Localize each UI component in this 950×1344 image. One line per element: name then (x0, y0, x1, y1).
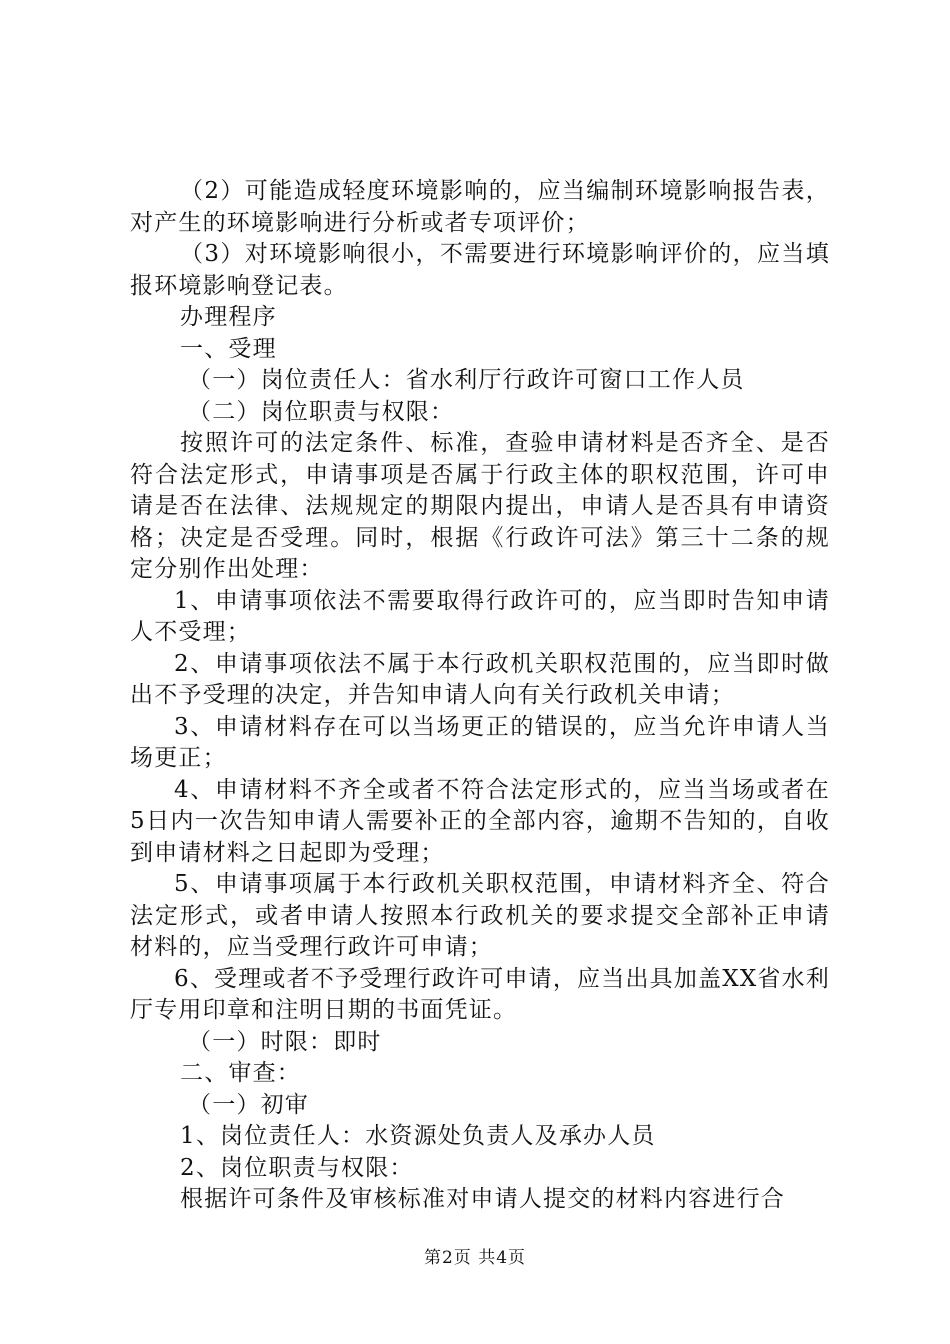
subsection-responsible-person: （一）岗位责任人：省水利厅行政许可窗口工作人员 (188, 367, 745, 393)
section-heading-review: 二、审查： (180, 1060, 301, 1086)
list-item-5: 5、申请事项属于本行政机关职权范围，申请材料齐全、符合法定形式，或者申请人按照本行政机关的要求提交全部补正申请材料的，应当受理行政许可申请； (130, 871, 830, 960)
section-heading-acceptance: 一、受理 (180, 335, 277, 362)
section-heading-procedure: 办理程序 (180, 304, 277, 330)
page-number-footer: 第2页 共4页 (423, 1248, 527, 1268)
list-item-1: 1、申请事项依法不需要取得行政许可的，应当即时告知申请人不受理； (130, 587, 830, 645)
paragraph-item-3: （3）对环境影响很小，不需要进行环境影响评价的，应当填报环境影响登记表。 (130, 241, 830, 299)
list-item-4: 4、申请材料不齐全或者不符合法定形式的，应当当场或者在5日内一次告知申请人需要补正的全部内容，逾期不告知的，自收到申请材料之日起即为受理； (130, 776, 830, 866)
paragraph-review-criteria: 根据许可条件及审核标准对申请人提交的材料内容进行合 (180, 1186, 785, 1212)
subsection-duties: （二）岗位职责与权限： (188, 398, 455, 425)
subsection-initial-review: （一）初审 (188, 1091, 309, 1118)
paragraph-acceptance-rules: 按照许可的法定条件、标准，查验申请材料是否齐全、是否符合法定形式，申请事项是否属于行政主体的职权范围，许可申请是否在法律、法规规定的期限内提出，申请人是否具有申请资格；决定是否受理。同时，根据《行政许可法》第三十二条的规定分别作出处理： (130, 430, 830, 582)
subsection-time-limit: （一）时限：即时 (188, 1028, 382, 1055)
list-item-3: 3、申请材料存在可以当场更正的错误的，应当允许申请人当场更正； (130, 713, 830, 771)
paragraph-item-2: （2）可能造成轻度环境影响的，应当编制环境影响报告表，对产生的环境影响进行分析或者专项评价； (130, 178, 830, 236)
list-item-2: 2、申请事项依法不属于本行政机关职权范围的，应当即时做出不予受理的决定，并告知申请人向有关行政机关申请； (130, 650, 830, 708)
list-item-review-2: 2、岗位职责与权限： (180, 1154, 414, 1181)
document-body (130, 176, 830, 1216)
list-item-6: 6、受理或者不予受理行政许可申请，应当出具加盖XX省水利厅专用印章和注明日期的书面凭证。 (130, 965, 830, 1023)
list-item-review-1: 1、岗位责任人：水资源处负责人及承办人员 (180, 1123, 656, 1149)
